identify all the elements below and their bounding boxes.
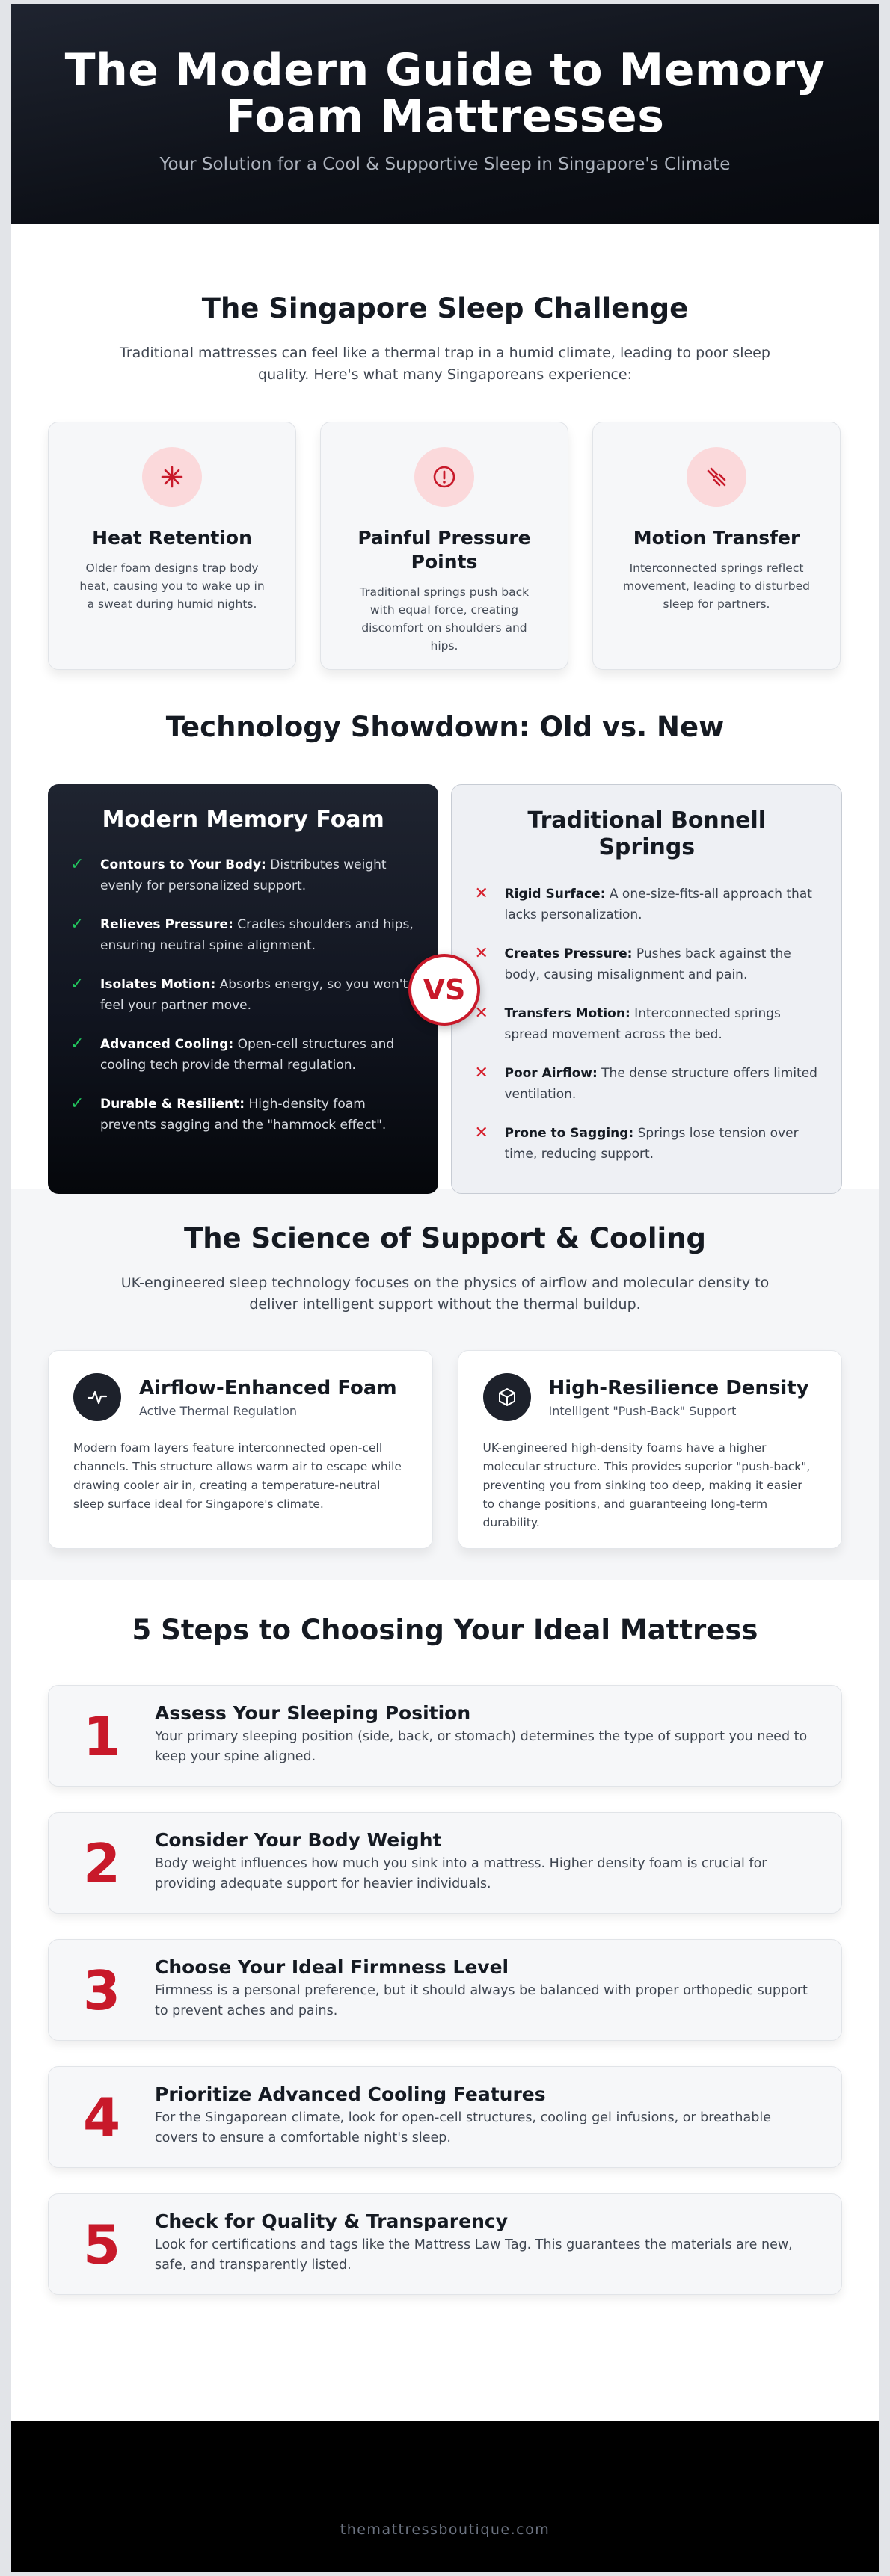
step-card	[48, 2193, 842, 2295]
item-text: Pushes back against the body, causing misalignment and pain.	[504, 946, 791, 982]
science-card-tag: Active Thermal Regulation	[139, 1403, 297, 1418]
steps-section	[11, 1580, 879, 2360]
showdown-section	[11, 703, 879, 1189]
step-title: Choose Your Ideal Firmness Level	[155, 1956, 509, 1978]
memory-foam-list	[48, 854, 438, 1136]
step-title: Consider Your Body Weight	[155, 1829, 442, 1851]
step-title: Prioritize Advanced Cooling Features	[155, 2083, 546, 2105]
challenge-card-heat	[48, 422, 296, 670]
step-number: 4	[82, 2086, 121, 2149]
list-item	[474, 1003, 819, 1045]
item-label: Durable & Resilient:	[100, 1097, 245, 1112]
page-title	[11, 44, 879, 143]
challenge-cards	[11, 422, 879, 670]
science-section	[11, 1189, 879, 1580]
pulse-icon	[73, 1373, 121, 1421]
cross-icon: ✕	[474, 1064, 488, 1082]
item-text: Cradles shoulders and hips, ensuring neutral spine alignment.	[100, 917, 414, 953]
steps-list	[11, 1685, 879, 2295]
list-item	[474, 1063, 819, 1105]
comparison-panel	[11, 784, 879, 1194]
item-text: Springs lose tension over time, reducing support.	[504, 1126, 799, 1162]
item-text: High-density foam prevents sagging and the "hammock effect".	[100, 1097, 387, 1133]
hero-banner	[11, 4, 879, 224]
step-title: Assess Your Sleeping Position	[155, 1702, 471, 1724]
challenge-card-text: Traditional springs push back with equal force, creating discomfort on shoulders and hips.	[359, 585, 530, 653]
list-item	[70, 1094, 416, 1136]
bonnell-springs-list	[452, 884, 841, 1165]
item-label: Advanced Cooling:	[100, 1037, 234, 1052]
science-card-airflow	[48, 1350, 433, 1549]
step-text: For the Singaporean climate, look for open-cell structures, cooling gel infusions, or breathable covers to ensure a comfortable night's sleep.	[155, 2110, 771, 2145]
item-text: Open-cell structures and cooling tech provide thermal regulation.	[100, 1037, 395, 1073]
check-icon: ✓	[70, 975, 85, 993]
check-icon: ✓	[70, 1035, 85, 1053]
item-text: The dense structure offers limited ventilation.	[504, 1066, 817, 1102]
cross-icon: ✕	[474, 944, 488, 963]
item-text: A one-size-fits-all approach that lacks personalization.	[504, 887, 812, 922]
item-label: Contours to Your Body:	[100, 857, 266, 872]
item-label: Isolates Motion:	[100, 977, 216, 992]
cross-icon: ✕	[474, 1004, 488, 1023]
footer-site-link[interactable]: themattressboutique.com	[340, 2521, 550, 2538]
list-item	[70, 974, 416, 1016]
page-footer	[11, 2421, 879, 2572]
check-icon: ✓	[70, 855, 85, 874]
step-card	[48, 1939, 842, 2041]
list-item	[70, 914, 416, 956]
science-cards	[11, 1350, 879, 1549]
item-label: Poor Airflow:	[504, 1066, 598, 1081]
cross-icon: ✕	[474, 884, 488, 903]
step-text: Look for certifications and tags like the Mattress Law Tag. This guarantees the materials are new, safe, and transparently listed.	[155, 2237, 793, 2273]
heat-icon	[142, 447, 202, 507]
science-intro: UK-engineered sleep technology focuses on the physics of airflow and molecular density to deliver intelligent support without the thermal buildup.	[120, 1275, 770, 1313]
cube-icon	[483, 1373, 531, 1421]
step-text: Your primary sleeping position (side, back, or stomach) determines the type of support you need to keep your spine aligned.	[155, 1729, 808, 1764]
page-title-line-1: The Modern Guide to Memory	[64, 44, 826, 96]
challenge-card-text: Older foam designs trap body heat, causing you to wake up in a sweat during humid nights.	[79, 561, 265, 611]
check-icon: ✓	[70, 915, 85, 934]
step-text: Body weight influences how much you sink into a mattress. Higher density foam is crucial for providing adequate support for heavier individuals.	[155, 1856, 767, 1891]
step-title: Check for Quality & Transparency	[155, 2210, 508, 2232]
steps-title: 5 Steps to Choosing Your Ideal Mattress	[132, 1614, 758, 1646]
alert-icon	[414, 447, 474, 507]
list-item	[474, 1123, 819, 1165]
science-card-text: UK-engineered high-density foams have a higher molecular structure. This provides superior "push-back", preventing you from sinking too deep, making it easier to change positions, and guaranteeing long-term durability.	[482, 1441, 811, 1529]
memory-foam-card	[48, 784, 438, 1194]
cross-icon: ✕	[474, 1124, 488, 1142]
item-label: Prone to Sagging:	[504, 1126, 634, 1141]
list-item	[70, 854, 416, 896]
science-card-title: High-Resilience Density	[548, 1376, 809, 1399]
science-title: The Science of Support & Cooling	[183, 1222, 707, 1254]
page-subtitle: Your Solution for a Cool & Supportive Sleep in Singapore's Climate	[159, 155, 731, 174]
step-number: 2	[82, 1832, 121, 1895]
motion-icon	[687, 447, 746, 507]
bonnell-springs-card	[451, 784, 842, 1194]
showdown-title: Technology Showdown: Old vs. New	[165, 711, 725, 743]
step-number: 3	[82, 1959, 121, 2022]
vs-badge: VS	[408, 954, 480, 1026]
science-card-tag: Intelligent "Push-Back" Support	[548, 1403, 737, 1418]
page-title-line-2: Foam Mattresses	[225, 90, 665, 143]
item-text: Interconnected springs spread movement across the bed.	[504, 1006, 781, 1042]
step-text: Firmness is a personal preference, but it should always be balanced with proper orthopedic support to prevent aches and pains.	[155, 1983, 808, 2018]
list-item	[474, 943, 819, 985]
item-label: Relieves Pressure:	[100, 917, 233, 932]
challenge-intro: Traditional mattresses can feel like a thermal trap in a humid climate, leading to poor sleep quality. Here's what many Singaporeans experience:	[120, 345, 770, 383]
step-card	[48, 2066, 842, 2168]
memory-foam-title: Modern Memory Foam	[102, 807, 384, 833]
step-number: 1	[82, 1705, 121, 1768]
challenge-card-pressure	[320, 422, 568, 670]
item-text: Absorbs energy, so you won't feel your partner move.	[100, 977, 408, 1013]
challenge-card-title: Painful Pressure Points	[357, 527, 531, 573]
bonnell-springs-title: Traditional Bonnell Springs	[527, 807, 767, 860]
step-number: 5	[82, 2213, 121, 2276]
item-label: Creates Pressure:	[504, 946, 633, 961]
step-card	[48, 1812, 842, 1914]
challenge-card-title: Motion Transfer	[633, 527, 800, 549]
infographic-page	[11, 4, 879, 2572]
challenge-title: The Singapore Sleep Challenge	[201, 292, 689, 324]
science-card-density	[458, 1350, 843, 1549]
challenge-card-title: Heat Retention	[92, 527, 252, 549]
challenge-card-text: Interconnected springs reflect movement, leading to disturbed sleep for partners.	[623, 561, 810, 611]
item-label: Rigid Surface:	[504, 887, 606, 902]
check-icon: ✓	[70, 1094, 85, 1113]
challenge-card-motion	[592, 422, 841, 670]
step-card	[48, 1685, 842, 1787]
science-card-text: Modern foam layers feature interconnected open-cell channels. This structure allows warm air to escape while drawing cooler air in, creating a temperature-neutral sleep surface ideal for Singapore's climate.	[73, 1441, 402, 1511]
list-item	[70, 1034, 416, 1076]
sleep-challenge-section	[11, 224, 879, 703]
list-item	[474, 884, 819, 925]
science-card-title: Airflow-Enhanced Foam	[139, 1376, 397, 1399]
item-text: Distributes weight evenly for personalized support.	[100, 857, 387, 893]
item-label: Transfers Motion:	[504, 1006, 630, 1021]
